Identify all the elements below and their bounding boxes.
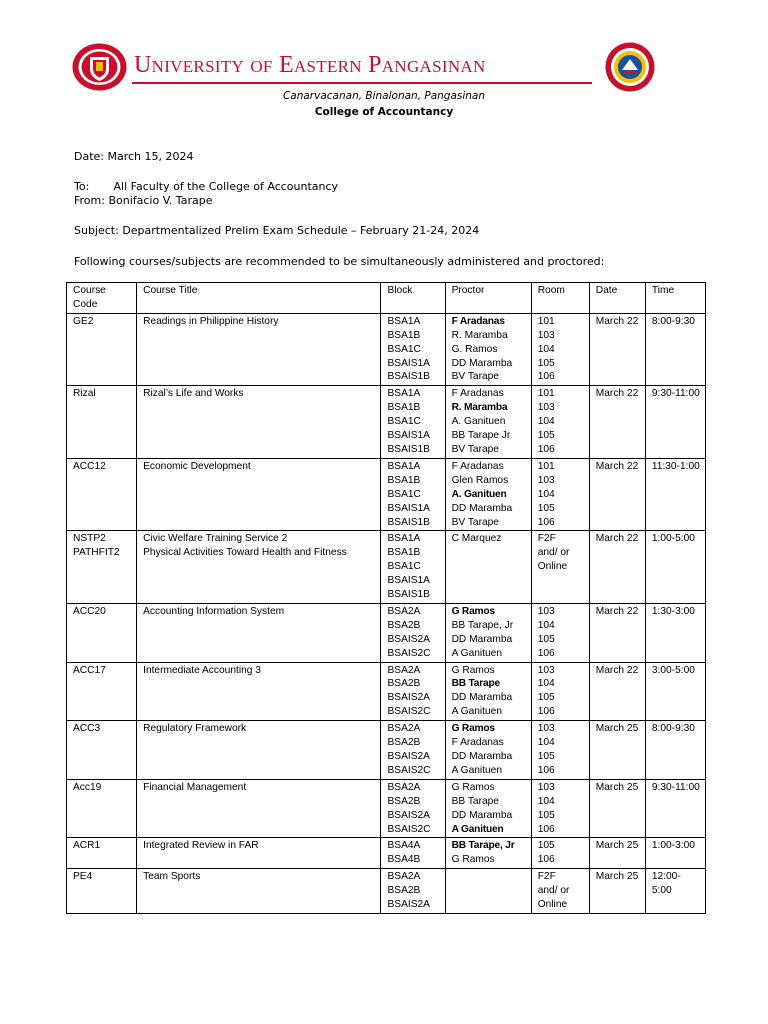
block-cell-line: BSA4A (387, 840, 421, 852)
course-title-cell (137, 458, 381, 531)
block-cell-line: BSA1B (387, 329, 421, 341)
block-cell (381, 603, 445, 662)
course-code-cell-line: Rizal (73, 388, 96, 400)
room-cell-line: 105 (537, 692, 555, 704)
memo-from: From: Bonifacio V. Tarape (74, 194, 213, 207)
proctor-cell-line: F Aradanas (451, 460, 504, 472)
room-cell-line: 103 (537, 605, 555, 617)
block-cell-line: BSA2B (387, 619, 421, 631)
course-title-cell (137, 779, 381, 838)
time-cell: 8:00-9:30 (645, 721, 705, 780)
room-cell-line: 104 (537, 795, 555, 807)
proctor-cell-line: DD Maramba (451, 692, 513, 704)
proctor-cell (445, 779, 531, 838)
block-cell-line: BSA1A (387, 315, 421, 327)
room-cell-line: 103 (537, 329, 555, 341)
proctor-cell-line: A Ganituen (451, 706, 502, 718)
block-cell-line: BSA1B (387, 547, 421, 559)
block-cell-line: BSA1B (387, 474, 421, 486)
block-cell-line: BSA1C (387, 488, 421, 500)
block-cell-line: BSA2B (387, 678, 421, 690)
room-cell-line: Online (537, 899, 568, 911)
memo-to-label: To: (74, 180, 90, 193)
block-cell-line: BSAIS2A (387, 751, 430, 762)
proctor-cell-line: DD Maramba (451, 751, 513, 762)
block-cell-line: BSA1A (387, 533, 421, 545)
room-cell-line: 106 (537, 371, 555, 383)
room-cell (531, 838, 589, 869)
room-cell-line: 106 (537, 706, 555, 718)
time-cell: 12:00-5:00 (645, 869, 705, 914)
memo-subject: Subject: Departmentalized Prelim Exam Schedule – February 21-24, 2024 (74, 224, 480, 237)
date-cell: March 25 (589, 721, 645, 780)
block-cell-line: BSA1C (387, 561, 421, 573)
block-cell (381, 662, 445, 721)
proctor-cell-line: BB Tarape (451, 678, 500, 690)
date-cell: March 22 (589, 531, 645, 604)
block-cell-line: BSAIS2A (387, 692, 430, 704)
course-code-cell (67, 662, 137, 721)
course-code-cell-line: PATHFIT2 (73, 547, 120, 559)
date-cell: March 22 (589, 603, 645, 662)
course-code-cell (67, 313, 137, 386)
block-cell-line: BSA2B (387, 885, 421, 897)
university-seal-icon (72, 43, 127, 91)
room-cell-line: 104 (537, 619, 555, 631)
room-cell-line: 106 (537, 443, 555, 455)
course-title-cell-line: Financial Management (143, 781, 247, 793)
course-code-cell (67, 386, 137, 459)
block-cell-line: BSAIS2C (387, 764, 431, 776)
block-cell (381, 531, 445, 604)
time-cell: 3:00-5:00 (645, 662, 705, 721)
block-cell (381, 313, 445, 386)
column-header-date: Date (589, 283, 645, 314)
course-title-cell-line: Physical Activities Toward Health and Fitness (143, 547, 347, 559)
block-cell-line: BSAIS2A (387, 899, 430, 911)
course-title-cell-line: Accounting Information System (143, 605, 285, 617)
course-title-cell-line: Integrated Review in FAR (143, 840, 259, 852)
room-cell-line: 103 (537, 474, 555, 486)
table-row (67, 313, 706, 386)
course-code-cell (67, 603, 137, 662)
room-cell-line: and/ or (537, 885, 570, 897)
room-cell-line: and/ or (537, 547, 570, 559)
course-title-cell-line: Team Sports (143, 871, 201, 883)
block-cell-line: BSA1A (387, 388, 421, 400)
proctor-cell (445, 386, 531, 459)
course-code-cell (67, 721, 137, 780)
proctor-cell-line: A Ganituen (451, 647, 502, 659)
course-code-cell (67, 779, 137, 838)
course-title-cell-line: Rizal’s Life and Works (143, 388, 244, 400)
time-cell: 1:00-3:00 (645, 838, 705, 869)
course-title-cell (137, 386, 381, 459)
block-cell-line: BSA2B (387, 737, 421, 749)
time-cell: 1:30-3:00 (645, 603, 705, 662)
block-cell-line: BSAIS1B (387, 516, 430, 528)
course-title-cell (137, 838, 381, 869)
block-cell-line: BSAIS1A (387, 575, 430, 587)
course-code-cell (67, 838, 137, 869)
block-cell-line: BSA1B (387, 402, 421, 414)
memo-date: Date: March 15, 2024 (74, 150, 194, 163)
time-cell: 1:00-5:00 (645, 531, 705, 604)
block-cell-line: BSAIS1A (387, 502, 430, 514)
block-cell (381, 721, 445, 780)
proctor-cell (445, 531, 531, 604)
proctor-cell-line: BV Tarape (451, 516, 499, 528)
block-cell-line: BSA2B (387, 795, 421, 807)
room-cell (531, 721, 589, 780)
letterhead (0, 0, 768, 130)
table-row (67, 386, 706, 459)
block-cell (381, 386, 445, 459)
course-code-cell-line: ACC17 (73, 664, 106, 676)
proctor-cell-line: A. Ganituen (451, 416, 506, 428)
block-cell (381, 838, 445, 869)
room-cell-line: 103 (537, 402, 555, 414)
block-cell-line: BSAIS1B (387, 371, 430, 383)
course-title-cell (137, 531, 381, 604)
room-cell (531, 662, 589, 721)
room-cell-line: 103 (537, 664, 555, 676)
proctor-cell-line: DD Maramba (451, 357, 513, 369)
course-code-cell-line: ACC3 (73, 723, 101, 735)
course-code-cell (67, 869, 137, 914)
column-header-proctor: Proctor (445, 283, 531, 314)
memo-to-value: All Faculty of the College of Accountancy (113, 180, 339, 193)
proctor-cell-line: DD Maramba (451, 809, 513, 821)
course-title-cell (137, 869, 381, 914)
table-row (67, 458, 706, 531)
date-cell: March 22 (589, 386, 645, 459)
proctor-cell (445, 838, 531, 869)
block-cell-line: BSAIS1A (387, 357, 430, 369)
block-cell-line: BSA2A (387, 605, 421, 617)
block-cell-line: BSA2A (387, 664, 421, 676)
course-code-cell (67, 531, 137, 604)
room-cell-line: 101 (537, 315, 555, 327)
exam-schedule-table (66, 282, 706, 914)
room-cell-line: 101 (537, 388, 555, 400)
block-cell-line: BSA1A (387, 460, 421, 472)
block-cell (381, 779, 445, 838)
table-row (67, 603, 706, 662)
column-header-course-code: Course Code (67, 283, 137, 314)
proctor-cell-line: F Aradanas (451, 315, 505, 327)
room-cell-line: 105 (537, 430, 555, 442)
course-title-cell (137, 721, 381, 780)
room-cell (531, 313, 589, 386)
proctor-cell-line: BB Tarape Jr (451, 430, 511, 442)
proctor-cell-line: G Ramos (451, 781, 495, 793)
room-cell-line: 105 (537, 809, 555, 821)
room-cell-line: F2F (537, 533, 556, 545)
room-cell-line: 106 (537, 854, 555, 866)
proctor-cell-line: BB Tarape, Jr (451, 619, 514, 631)
memo-to (74, 180, 338, 193)
column-header-time: Time (645, 283, 705, 314)
date-cell: March 22 (589, 313, 645, 386)
date-cell: March 25 (589, 779, 645, 838)
block-cell-line: BSA1C (387, 343, 421, 355)
proctor-cell-line: BV Tarape (451, 443, 499, 455)
room-cell-line: 104 (537, 416, 555, 428)
room-cell-line: 105 (537, 840, 555, 852)
proctor-cell-line: G. Ramos (451, 343, 498, 355)
college-name: College of Accountancy (314, 106, 454, 118)
proctor-cell-line: BB Tarape (451, 795, 499, 807)
course-title-cell-line: Economic Development (143, 460, 251, 472)
room-cell (531, 603, 589, 662)
room-cell-line: 105 (537, 502, 555, 514)
block-cell-line: BSA2A (387, 723, 421, 735)
table-row (67, 721, 706, 780)
proctor-cell-line: BB Tarape, Jr (451, 840, 515, 852)
proctor-cell-line: G Ramos (451, 854, 495, 866)
block-cell-line: BSAIS2C (387, 706, 431, 718)
proctor-cell-line: A. Ganituen (451, 488, 507, 500)
room-cell-line: 104 (537, 678, 555, 690)
room-cell-line: 103 (537, 723, 555, 735)
course-code-cell-line: ACC12 (73, 460, 106, 472)
course-title-cell (137, 603, 381, 662)
proctor-cell (445, 721, 531, 780)
block-cell-line: BSAIS1B (387, 443, 430, 455)
table-row (67, 779, 706, 838)
block-cell-line: BSAIS1A (387, 430, 430, 442)
proctor-cell-line: G Ramos (451, 664, 495, 676)
proctor-cell (445, 662, 531, 721)
course-code-cell (67, 458, 137, 531)
memo-intro: Following courses/subjects are recommended to be simultaneously administered and proctored: (74, 255, 605, 268)
proctor-cell-line: DD Maramba (451, 633, 513, 645)
course-title-cell-line: Civic Welfare Training Service 2 (143, 533, 288, 545)
course-code-cell-line: PE4 (73, 871, 93, 883)
course-code-cell-line: GE2 (73, 315, 94, 327)
proctor-cell-line: DD Maramba (451, 502, 513, 514)
room-cell-line: 104 (537, 343, 555, 355)
university-address: Canarvacanan, Binalonan, Pangasinan (282, 90, 486, 102)
proctor-cell-line: G Ramos (451, 605, 495, 617)
time-cell: 8:00-9:30 (645, 313, 705, 386)
room-cell-line: F2F (537, 871, 556, 883)
proctor-cell-line: R. Maramba (451, 329, 508, 341)
course-title-cell-line: Regulatory Framework (143, 723, 247, 735)
room-cell-line: 104 (537, 488, 555, 500)
university-name: University of Eastern Pangasinan (134, 52, 486, 78)
room-cell-line: 106 (537, 823, 555, 835)
room-cell-line: 101 (537, 460, 555, 472)
room-cell-line: 105 (537, 357, 555, 369)
course-code-cell-line: ACR1 (73, 840, 101, 852)
column-header-course-title: Course Title (137, 283, 381, 314)
column-header-block: Block (381, 283, 445, 314)
course-title-cell-line: Readings in Philippine History (143, 315, 279, 327)
room-cell (531, 779, 589, 838)
proctor-cell-line: A Ganituen (451, 823, 504, 835)
course-code-cell-line: NSTP2 (73, 533, 106, 545)
proctor-cell-line: F Aradanas (451, 737, 504, 749)
proctor-cell-line: G Ramos (451, 723, 495, 735)
block-cell-line: BSAIS1B (387, 589, 430, 601)
proctor-cell-line: A Ganituen (451, 764, 502, 776)
column-header-room: Room (531, 283, 589, 314)
time-cell: 9:30-11:00 (645, 386, 705, 459)
block-cell-line: BSAIS2A (387, 633, 430, 645)
date-cell: March 25 (589, 869, 645, 914)
room-cell (531, 458, 589, 531)
room-cell (531, 869, 589, 914)
block-cell (381, 869, 445, 914)
room-cell (531, 386, 589, 459)
proctor-cell (445, 458, 531, 531)
room-cell-line: 103 (537, 781, 555, 793)
header-rule (132, 82, 592, 84)
block-cell-line: BSA2A (387, 781, 421, 793)
table-row (67, 531, 706, 604)
block-cell-line: BSA2A (387, 871, 421, 883)
room-cell-line: 106 (537, 764, 555, 776)
block-cell-line: BSAIS2A (387, 809, 430, 821)
table-row (67, 838, 706, 869)
room-cell-line: Online (537, 561, 568, 573)
date-cell: March 22 (589, 458, 645, 531)
course-code-cell-line: Acc19 (73, 781, 102, 793)
proctor-cell-line: BV Tarape (451, 371, 499, 383)
proctor-cell (445, 603, 531, 662)
proctor-cell-line: F Aradanas (451, 388, 504, 400)
proctor-cell-line: Glen Ramos (451, 474, 509, 486)
table-row (67, 869, 706, 914)
date-cell: March 22 (589, 662, 645, 721)
block-cell-line: BSA4B (387, 854, 421, 866)
block-cell (381, 458, 445, 531)
course-title-cell-line: Intermediate Accounting 3 (143, 664, 261, 676)
block-cell-line: BSA1C (387, 416, 421, 428)
block-cell-line: BSAIS2C (387, 647, 431, 659)
room-cell (531, 531, 589, 604)
date-cell: March 25 (589, 838, 645, 869)
proctor-cell (445, 313, 531, 386)
time-cell: 9:30-11:00 (645, 779, 705, 838)
time-cell: 11:30-1:00 (645, 458, 705, 531)
course-title-cell (137, 313, 381, 386)
room-cell-line: 105 (537, 751, 555, 762)
proctor-cell (445, 869, 531, 914)
proctor-cell-line: R. Maramba (451, 402, 508, 414)
room-cell-line: 104 (537, 737, 555, 749)
block-cell-line: BSAIS2C (387, 823, 431, 835)
room-cell-line: 105 (537, 633, 555, 645)
course-title-cell (137, 662, 381, 721)
table-row (67, 662, 706, 721)
college-seal-icon (604, 42, 656, 92)
course-code-cell-line: ACC20 (73, 605, 106, 617)
table-header-row (67, 283, 706, 314)
room-cell-line: 106 (537, 516, 555, 528)
room-cell-line: 106 (537, 647, 555, 659)
proctor-cell-line: C Marquez (451, 533, 502, 545)
